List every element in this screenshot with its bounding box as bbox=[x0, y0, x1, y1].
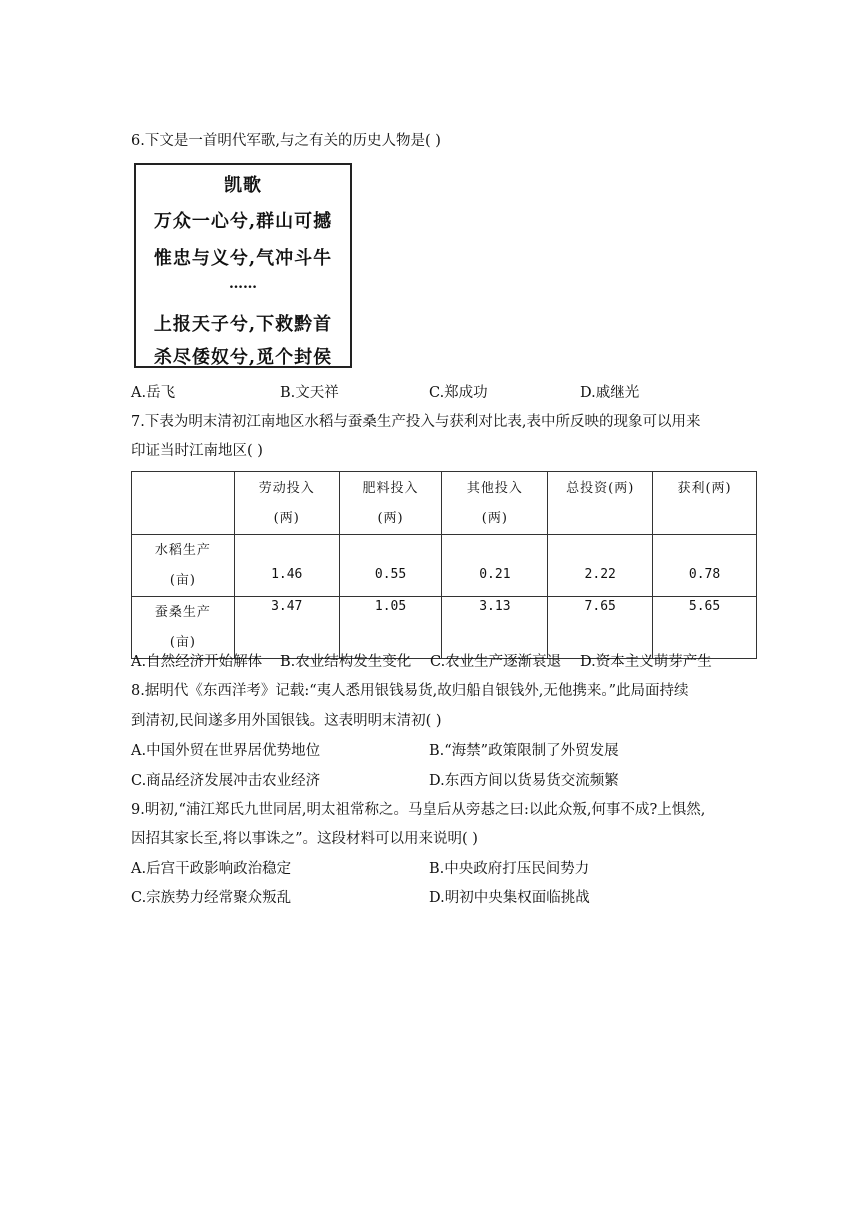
table-cell: 3.47 bbox=[234, 597, 339, 659]
table-cell: 1.46 bbox=[234, 535, 339, 597]
q9-options-row2 bbox=[131, 888, 751, 908]
option-c: C.郑成功 bbox=[429, 385, 488, 401]
table-cell: 7.65 bbox=[548, 597, 653, 659]
table-row-label: 水稻生产 (亩) bbox=[132, 535, 235, 597]
q8-options-row2 bbox=[131, 771, 751, 791]
table-cell: 0.78 bbox=[653, 535, 757, 597]
q6-stem: 6.下文是一首明代军歌,与之有关的历史人物是( ) bbox=[131, 133, 441, 149]
poem-line: 杀尽倭奴兮,觅个封侯 bbox=[153, 347, 333, 368]
table-row bbox=[132, 535, 757, 597]
option-a: A.岳飞 bbox=[131, 385, 176, 401]
poem-line: 上报天子兮,下救黔首 bbox=[153, 314, 333, 335]
option-d: D.明初中央集权面临挑战 bbox=[429, 890, 590, 906]
table-header-cell: 劳动投入 (两) bbox=[234, 472, 339, 535]
option-d: D.资本主义萌芽产生 bbox=[580, 654, 712, 670]
q6-options bbox=[131, 383, 731, 403]
table-row-label: 蚕桑生产 (亩) bbox=[132, 597, 235, 659]
q9-options-row1 bbox=[131, 859, 751, 879]
q8-stem-line1: 8.据明代《东西洋考》记载:“夷人悉用银钱易货,故归船自银钱外,无他携来。”此局面持续 bbox=[131, 683, 689, 699]
option-b: B.农业结构发生变化 bbox=[280, 654, 412, 670]
q7-data-table bbox=[131, 471, 757, 659]
option-a: A.后宫干政影响政治稳定 bbox=[131, 861, 292, 877]
table-cell: 2.22 bbox=[548, 535, 653, 597]
q8-options-row1 bbox=[131, 741, 751, 761]
option-b: B.中央政府打压民间势力 bbox=[429, 861, 590, 877]
option-c: C.农业生产逐渐衰退 bbox=[430, 654, 562, 670]
option-a: A.自然经济开始解体 bbox=[131, 654, 263, 670]
option-c: C.商品经济发展冲击农业经济 bbox=[131, 773, 321, 789]
q7-stem-line2: 印证当时江南地区( ) bbox=[131, 443, 263, 459]
poem-title: 凯歌 bbox=[224, 175, 262, 196]
q6-poem-box bbox=[134, 163, 352, 368]
option-d: D.戚继光 bbox=[580, 385, 640, 401]
table-corner-cell bbox=[132, 472, 235, 535]
poem-line: 惟忠与义兮,气冲斗牛 bbox=[153, 248, 333, 269]
q9-stem-line2: 因招其家长至,将以事诛之”。这段材料可以用来说明( ) bbox=[131, 831, 478, 847]
table-cell: 0.55 bbox=[339, 535, 442, 597]
table-cell: 3.13 bbox=[442, 597, 548, 659]
option-a: A.中国外贸在世界居优势地位 bbox=[131, 743, 321, 759]
table-cell: 1.05 bbox=[339, 597, 442, 659]
option-b: B.文天祥 bbox=[280, 385, 339, 401]
poem-ellipsis: …… bbox=[229, 276, 257, 292]
option-b: B.“海禁”政策限制了外贸发展 bbox=[429, 743, 619, 759]
q7-stem-line1: 7.下表为明末清初江南地区水稻与蚕桑生产投入与获利对比表,表中所反映的现象可以用来 bbox=[131, 414, 701, 430]
q9-stem-line1: 9.明初,“浦江郑氏九世同居,明太祖常称之。马皇后从旁惎之曰:以此众叛,何事不成?上惧然, bbox=[131, 802, 706, 818]
poem-line: 万众一心兮,群山可撼 bbox=[153, 211, 333, 232]
table-header-cell: 其他投入 (两) bbox=[442, 472, 548, 535]
option-c: C.宗族势力经常聚众叛乱 bbox=[131, 890, 292, 906]
table-header-cell: 肥料投入 (两) bbox=[339, 472, 442, 535]
table-cell: 5.65 bbox=[653, 597, 757, 659]
q8-stem-line2: 到清初,民间遂多用外国银钱。这表明明末清初( ) bbox=[131, 713, 442, 729]
option-d: D.东西方间以货易货交流频繁 bbox=[429, 773, 619, 789]
table-header-cell: 总投资(两) bbox=[548, 472, 653, 535]
table-header-row bbox=[132, 472, 757, 535]
table-row bbox=[132, 597, 757, 659]
q7-options bbox=[131, 652, 751, 672]
table-cell: 0.21 bbox=[442, 535, 548, 597]
table-header-cell: 获利(两) bbox=[653, 472, 757, 535]
